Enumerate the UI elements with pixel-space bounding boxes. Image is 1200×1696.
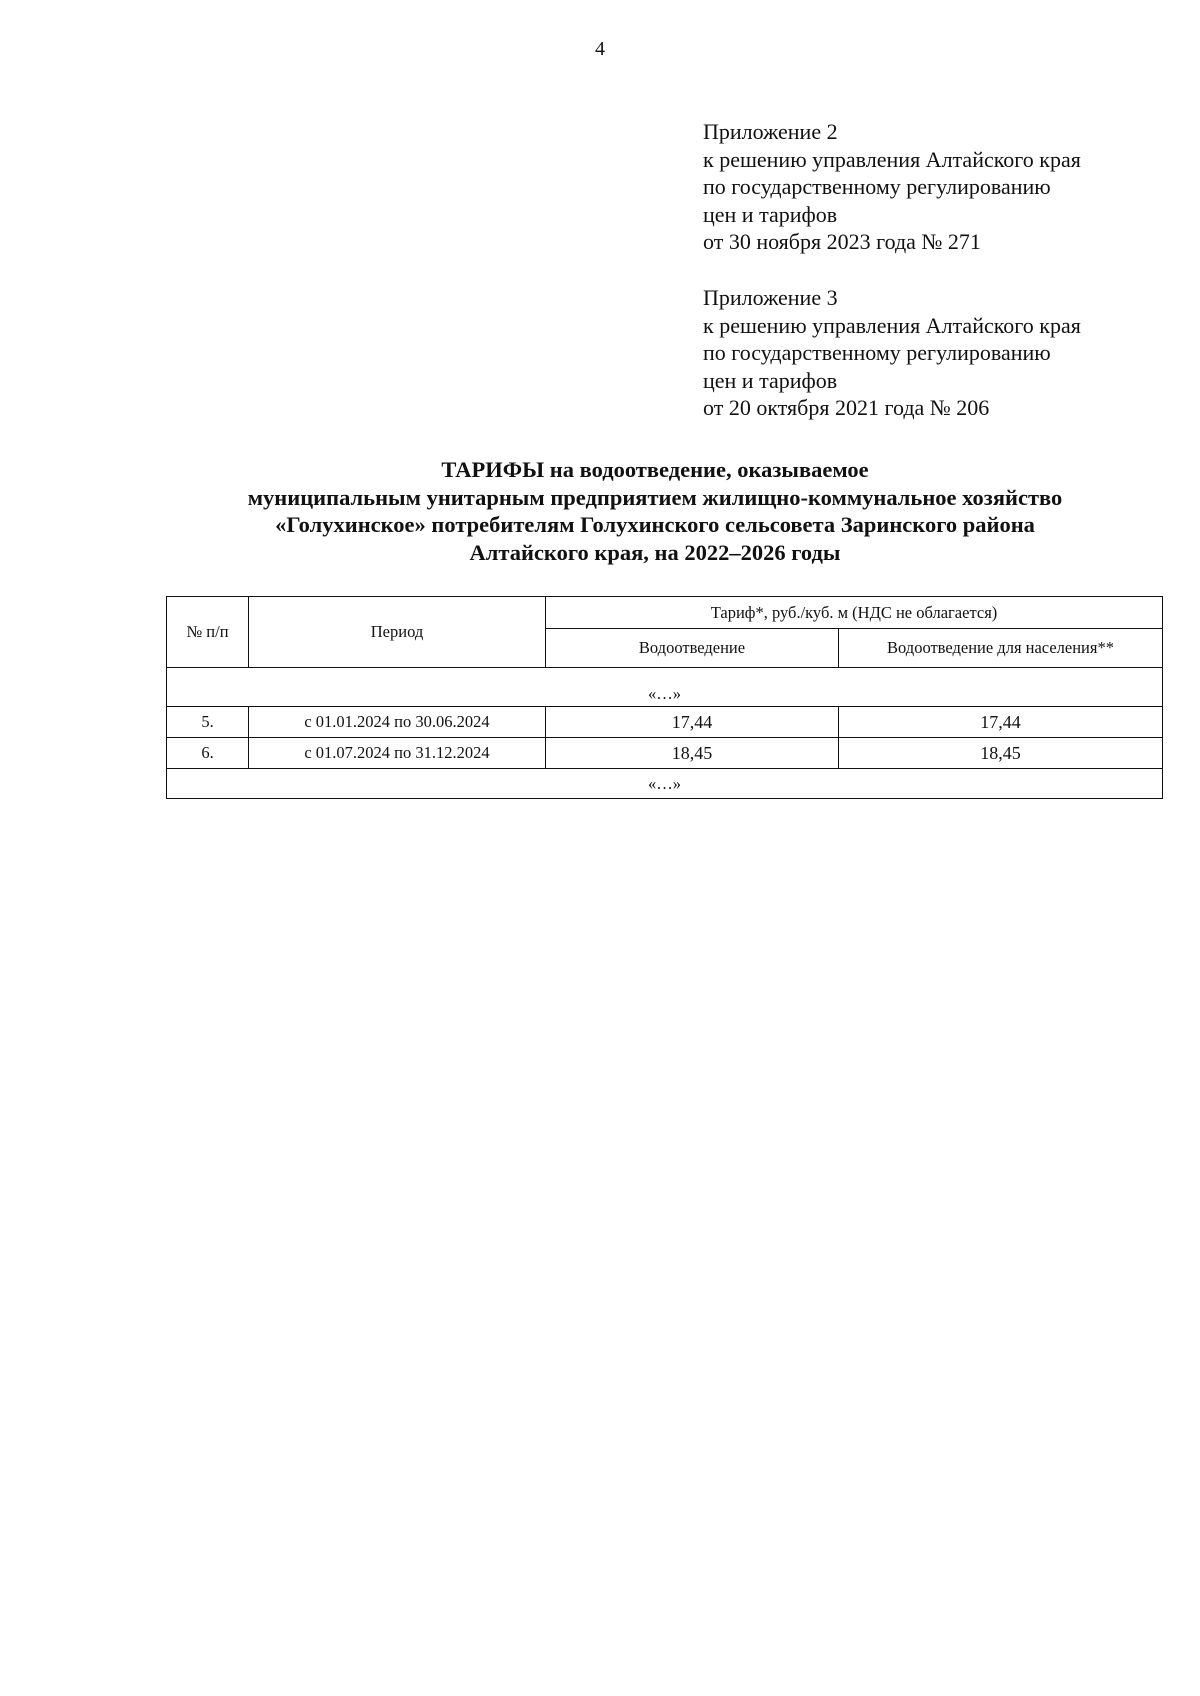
appendix-3-reference bbox=[703, 284, 1163, 422]
row-wastewater-tariff: 17,44 bbox=[546, 707, 839, 738]
header-wastewater: Водоотведение bbox=[546, 629, 839, 668]
table-ellipsis-row bbox=[167, 769, 1163, 799]
row-wastewater-tariff: 18,45 bbox=[546, 738, 839, 769]
ellipsis-top: «…» bbox=[167, 668, 1163, 707]
document-title bbox=[100, 456, 1200, 566]
appendix-line: к решению управления Алтайского края bbox=[703, 146, 1081, 172]
tariff-table bbox=[166, 596, 1163, 799]
appendix-line: по государственному регулированию bbox=[703, 174, 1051, 199]
table-ellipsis-row bbox=[167, 668, 1163, 707]
title-line: ТАРИФЫ на водоотведение, оказываемое bbox=[441, 457, 869, 482]
title-line: Алтайского края, на 2022–2026 годы bbox=[469, 539, 841, 565]
row-period: с 01.07.2024 по 31.12.2024 bbox=[249, 738, 546, 769]
table-row bbox=[167, 738, 1163, 769]
appendix-line: по государственному регулированию bbox=[703, 340, 1051, 365]
appendix-line: Приложение 3 bbox=[703, 285, 838, 310]
page-number: 4 bbox=[595, 38, 605, 60]
header-wastewater-population: Водоотведение для населения** bbox=[839, 629, 1163, 668]
title-line: «Голухинское» потребителям Голухинского сельсовета Заринского района bbox=[275, 512, 1035, 537]
title-line: муниципальным унитарным предприятием жилищно-коммунальное хозяйство bbox=[247, 484, 1063, 510]
appendix-line: к решению управления Алтайского края bbox=[703, 312, 1081, 338]
row-wastewater-population-tariff: 18,45 bbox=[839, 738, 1163, 769]
ellipsis-bottom: «…» bbox=[167, 769, 1163, 799]
table-row bbox=[167, 707, 1163, 738]
appendix-line: цен и тарифов bbox=[703, 367, 838, 393]
appendix-line: от 30 ноября 2023 года № 271 bbox=[703, 229, 981, 254]
row-num: 5. bbox=[167, 707, 249, 738]
appendix-line: Приложение 2 bbox=[703, 119, 838, 144]
row-num: 6. bbox=[167, 738, 249, 769]
appendix-line: от 20 октября 2021 года № 206 bbox=[703, 395, 990, 420]
row-period: с 01.01.2024 по 30.06.2024 bbox=[249, 707, 546, 738]
header-num: № п/п bbox=[167, 597, 249, 668]
appendix-2-reference bbox=[703, 118, 1163, 256]
row-wastewater-population-tariff: 17,44 bbox=[839, 707, 1163, 738]
table-header-row bbox=[167, 597, 1163, 629]
appendix-line: цен и тарифов bbox=[703, 201, 838, 227]
header-tariff-group: Тариф*, руб./куб. м (НДС не облагается) bbox=[546, 597, 1163, 629]
header-period: Период bbox=[249, 597, 546, 668]
